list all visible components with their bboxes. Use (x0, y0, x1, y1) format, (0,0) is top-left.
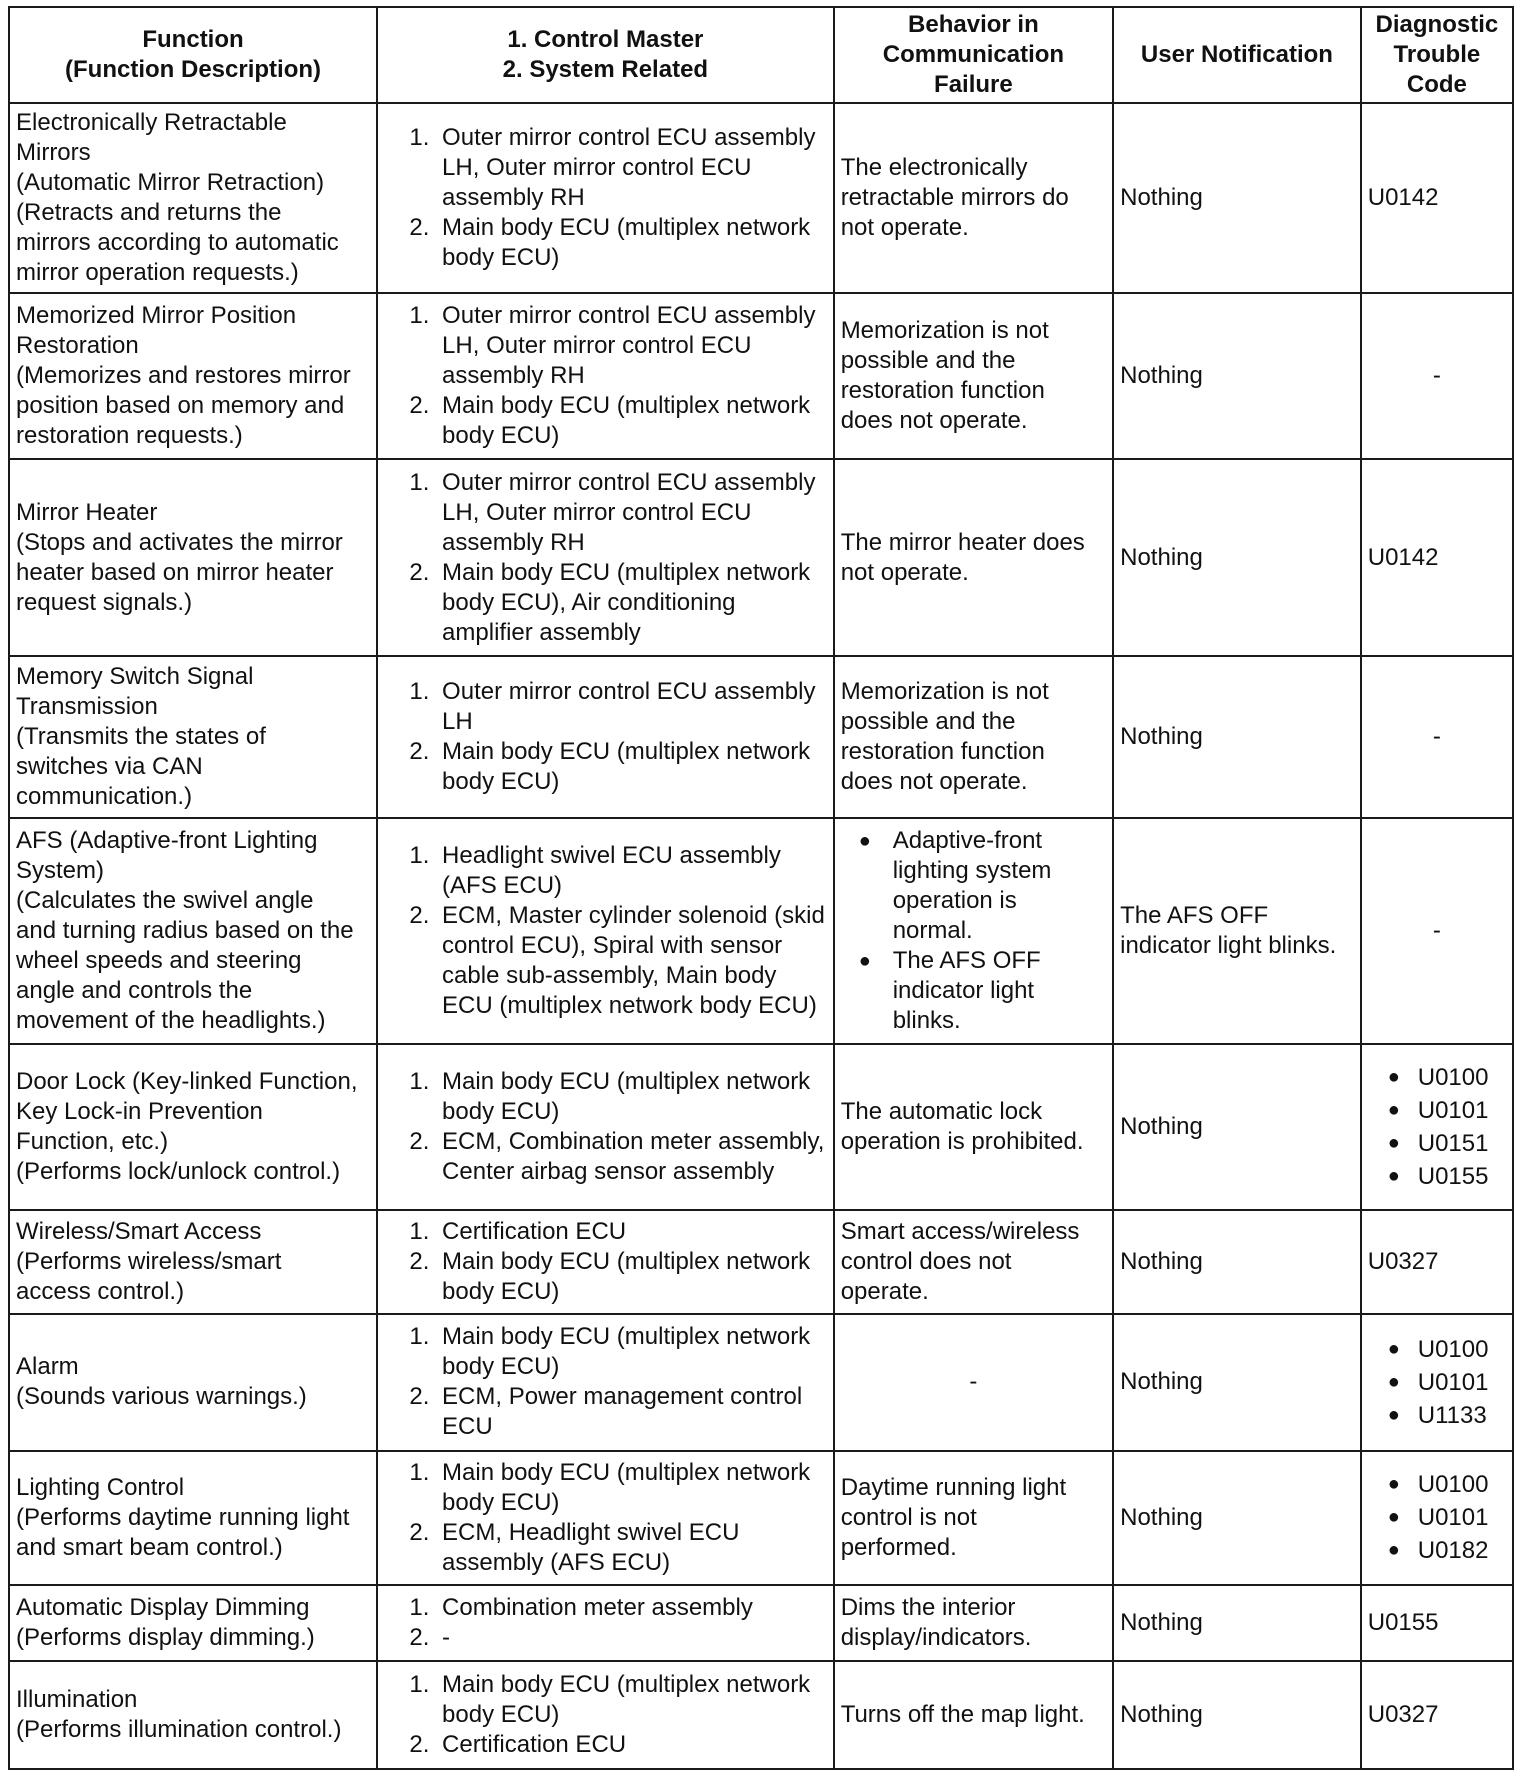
control-master-item: 1. Main body ECU (multiplex network body ECU) (436, 1670, 827, 1730)
control-master-item: 1. Outer mirror control ECU assembly LH (436, 677, 827, 737)
function-cell: Illumination (Performs illumination control.) (9, 1661, 377, 1769)
control-list (384, 1322, 827, 1442)
behavior-cell: The electronically retractable mirrors do not operate. (834, 103, 1113, 293)
user-notification-cell: Nothing (1113, 1661, 1361, 1769)
header-function: Function (Function Description) (9, 7, 377, 103)
function-cell: Lighting Control (Performs daytime running light and smart beam control.) (9, 1451, 377, 1585)
behavior-cell: - (834, 1314, 1113, 1450)
dtc-code: ● U0151 (1418, 1127, 1506, 1160)
control-cell (377, 1314, 834, 1450)
dtc-cell: U0142 (1361, 103, 1513, 293)
system-related-item: 2. - (436, 1623, 827, 1653)
control-list (384, 301, 827, 451)
table-row (9, 1661, 1513, 1769)
user-notification-cell: Nothing (1113, 1585, 1361, 1661)
dtc-code: ● U0101 (1418, 1094, 1506, 1127)
dtc-cell: U0327 (1361, 1210, 1513, 1314)
function-cell: Mirror Heater (Stops and activates the mirror heater based on mirror heater request signals.) (9, 459, 377, 655)
system-related-item: 2. ECM, Power management control ECU (436, 1382, 827, 1442)
user-notification-cell: Nothing (1113, 293, 1361, 459)
table-row (9, 1314, 1513, 1450)
behavior-bullet: ● The AFS OFF indicator light blinks. (893, 946, 1106, 1036)
dtc-cell: - (1361, 818, 1513, 1044)
dtc-list (1386, 1333, 1506, 1432)
table-row (9, 1451, 1513, 1585)
header-control-master: 1. Control Master 2. System Related (377, 7, 834, 103)
dtc-cell (1361, 1451, 1513, 1585)
table-row (9, 293, 1513, 459)
control-master-item: 1. Main body ECU (multiplex network body ECU) (436, 1322, 827, 1382)
user-notification-cell: Nothing (1113, 103, 1361, 293)
dtc-code: ● U0100 (1418, 1061, 1506, 1094)
table-row (9, 459, 1513, 655)
system-related-item: 2. Main body ECU (multiplex network body ECU) (436, 391, 827, 451)
behavior-cell: Dims the interior display/indicators. (834, 1585, 1113, 1661)
header-user-notification: User Notification (1113, 7, 1361, 103)
control-cell (377, 1451, 834, 1585)
control-list (384, 1593, 827, 1653)
dtc-cell (1361, 1314, 1513, 1450)
dtc-cell (1361, 1044, 1513, 1210)
function-cell: Door Lock (Key-linked Function, Key Lock-in Prevention Function, etc.) (Performs lock/unlock control.) (9, 1044, 377, 1210)
dtc-code: ● U0182 (1418, 1534, 1506, 1567)
table-row (9, 103, 1513, 293)
behavior-cell: Memorization is not possible and the restoration function does not operate. (834, 656, 1113, 818)
control-master-item: 1. Outer mirror control ECU assembly LH, Outer mirror control ECU assembly RH (436, 468, 827, 558)
control-master-item: 1. Main body ECU (multiplex network body ECU) (436, 1458, 827, 1518)
control-cell (377, 459, 834, 655)
control-cell (377, 293, 834, 459)
control-master-item: 1. Certification ECU (436, 1217, 827, 1247)
user-notification-cell: Nothing (1113, 1210, 1361, 1314)
control-list (384, 1067, 827, 1187)
table-row (9, 1585, 1513, 1661)
function-cell: AFS (Adaptive-front Lighting System) (Calculates the swivel angle and turning radius based on the wheel speeds and steering angle and controls the movement of the headlights.) (9, 818, 377, 1044)
table-row (9, 1044, 1513, 1210)
dtc-cell: - (1361, 293, 1513, 459)
dtc-list (1386, 1061, 1506, 1193)
dtc-code: ● U0101 (1418, 1501, 1506, 1534)
dtc-code: ● U0100 (1418, 1333, 1506, 1366)
user-notification-cell: Nothing (1113, 1044, 1361, 1210)
system-related-item: 2. Main body ECU (multiplex network body ECU) (436, 1247, 827, 1307)
header-row (9, 7, 1513, 103)
user-notification-cell: Nothing (1113, 1314, 1361, 1450)
communication-failure-table (8, 6, 1514, 1770)
system-related-item: 2. ECM, Combination meter assembly, Center airbag sensor assembly (436, 1127, 827, 1187)
control-master-item: 1. Headlight swivel ECU assembly (AFS ECU) (436, 841, 827, 901)
table-row (9, 1210, 1513, 1314)
function-cell: Alarm (Sounds various warnings.) (9, 1314, 377, 1450)
function-cell: Wireless/Smart Access (Performs wireless/smart access control.) (9, 1210, 377, 1314)
control-cell (377, 656, 834, 818)
dtc-list (1386, 1468, 1506, 1567)
control-master-item: 1. Main body ECU (multiplex network body ECU) (436, 1067, 827, 1127)
dtc-cell: U0142 (1361, 459, 1513, 655)
dtc-cell: - (1361, 656, 1513, 818)
control-master-item: 1. Outer mirror control ECU assembly LH, Outer mirror control ECU assembly RH (436, 123, 827, 213)
function-cell: Electronically Retractable Mirrors (Automatic Mirror Retraction) (Retracts and returns the mirrors according to automatic mirror operation requests.) (9, 103, 377, 293)
system-related-item: 2. Main body ECU (multiplex network body ECU) (436, 213, 827, 273)
behavior-cell: The mirror heater does not operate. (834, 459, 1113, 655)
dtc-cell: U0155 (1361, 1585, 1513, 1661)
control-cell (377, 1661, 834, 1769)
control-master-item: 1. Outer mirror control ECU assembly LH, Outer mirror control ECU assembly RH (436, 301, 827, 391)
control-list (384, 1217, 827, 1307)
control-list (384, 123, 827, 273)
header-behavior: Behavior in Communication Failure (834, 7, 1113, 103)
control-cell (377, 1585, 834, 1661)
table-row (9, 656, 1513, 818)
control-cell (377, 1044, 834, 1210)
table-row (9, 818, 1513, 1044)
user-notification-cell: The AFS OFF indicator light blinks. (1113, 818, 1361, 1044)
user-notification-cell: Nothing (1113, 656, 1361, 818)
system-related-item: 2. ECM, Master cylinder solenoid (skid control ECU), Spiral with sensor cable sub-assembly, Main body ECU (multiplex network body ECU) (436, 901, 827, 1021)
system-related-item: 2. Certification ECU (436, 1730, 827, 1760)
system-related-item: 2. ECM, Headlight swivel ECU assembly (AFS ECU) (436, 1518, 827, 1578)
control-cell (377, 1210, 834, 1314)
behavior-bullet: ● Adaptive-front lighting system operation is normal. (893, 826, 1106, 946)
user-notification-cell: Nothing (1113, 1451, 1361, 1585)
behavior-cell: Daytime running light control is not performed. (834, 1451, 1113, 1585)
control-cell (377, 103, 834, 293)
control-cell (377, 818, 834, 1044)
behavior-cell: Smart access/wireless control does not operate. (834, 1210, 1113, 1314)
dtc-cell: U0327 (1361, 1661, 1513, 1769)
control-list (384, 841, 827, 1021)
header-dtc: Diagnostic Trouble Code (1361, 7, 1513, 103)
system-related-item: 2. Main body ECU (multiplex network body ECU) (436, 737, 827, 797)
function-cell: Automatic Display Dimming (Performs display dimming.) (9, 1585, 377, 1661)
system-related-item: 2. Main body ECU (multiplex network body ECU), Air conditioning amplifier assembly (436, 558, 827, 648)
control-list (384, 1670, 827, 1760)
dtc-code: ● U1133 (1418, 1399, 1506, 1432)
function-cell: Memory Switch Signal Transmission (Transmits the states of switches via CAN communication.) (9, 656, 377, 818)
function-cell: Memorized Mirror Position Restoration (Memorizes and restores mirror position based on memory and restoration requests.) (9, 293, 377, 459)
table-body (9, 103, 1513, 1769)
control-list (384, 677, 827, 797)
control-list (384, 468, 827, 648)
behavior-bullet-list (841, 826, 1106, 1036)
behavior-cell: The automatic lock operation is prohibited. (834, 1044, 1113, 1210)
control-master-item: 1. Combination meter assembly (436, 1593, 827, 1623)
behavior-cell (834, 818, 1113, 1044)
behavior-cell: Turns off the map light. (834, 1661, 1113, 1769)
user-notification-cell: Nothing (1113, 459, 1361, 655)
dtc-code: ● U0100 (1418, 1468, 1506, 1501)
control-list (384, 1458, 827, 1578)
dtc-code: ● U0155 (1418, 1160, 1506, 1193)
communication-failure-table-sheet (8, 6, 1514, 1770)
dtc-code: ● U0101 (1418, 1366, 1506, 1399)
behavior-cell: Memorization is not possible and the restoration function does not operate. (834, 293, 1113, 459)
